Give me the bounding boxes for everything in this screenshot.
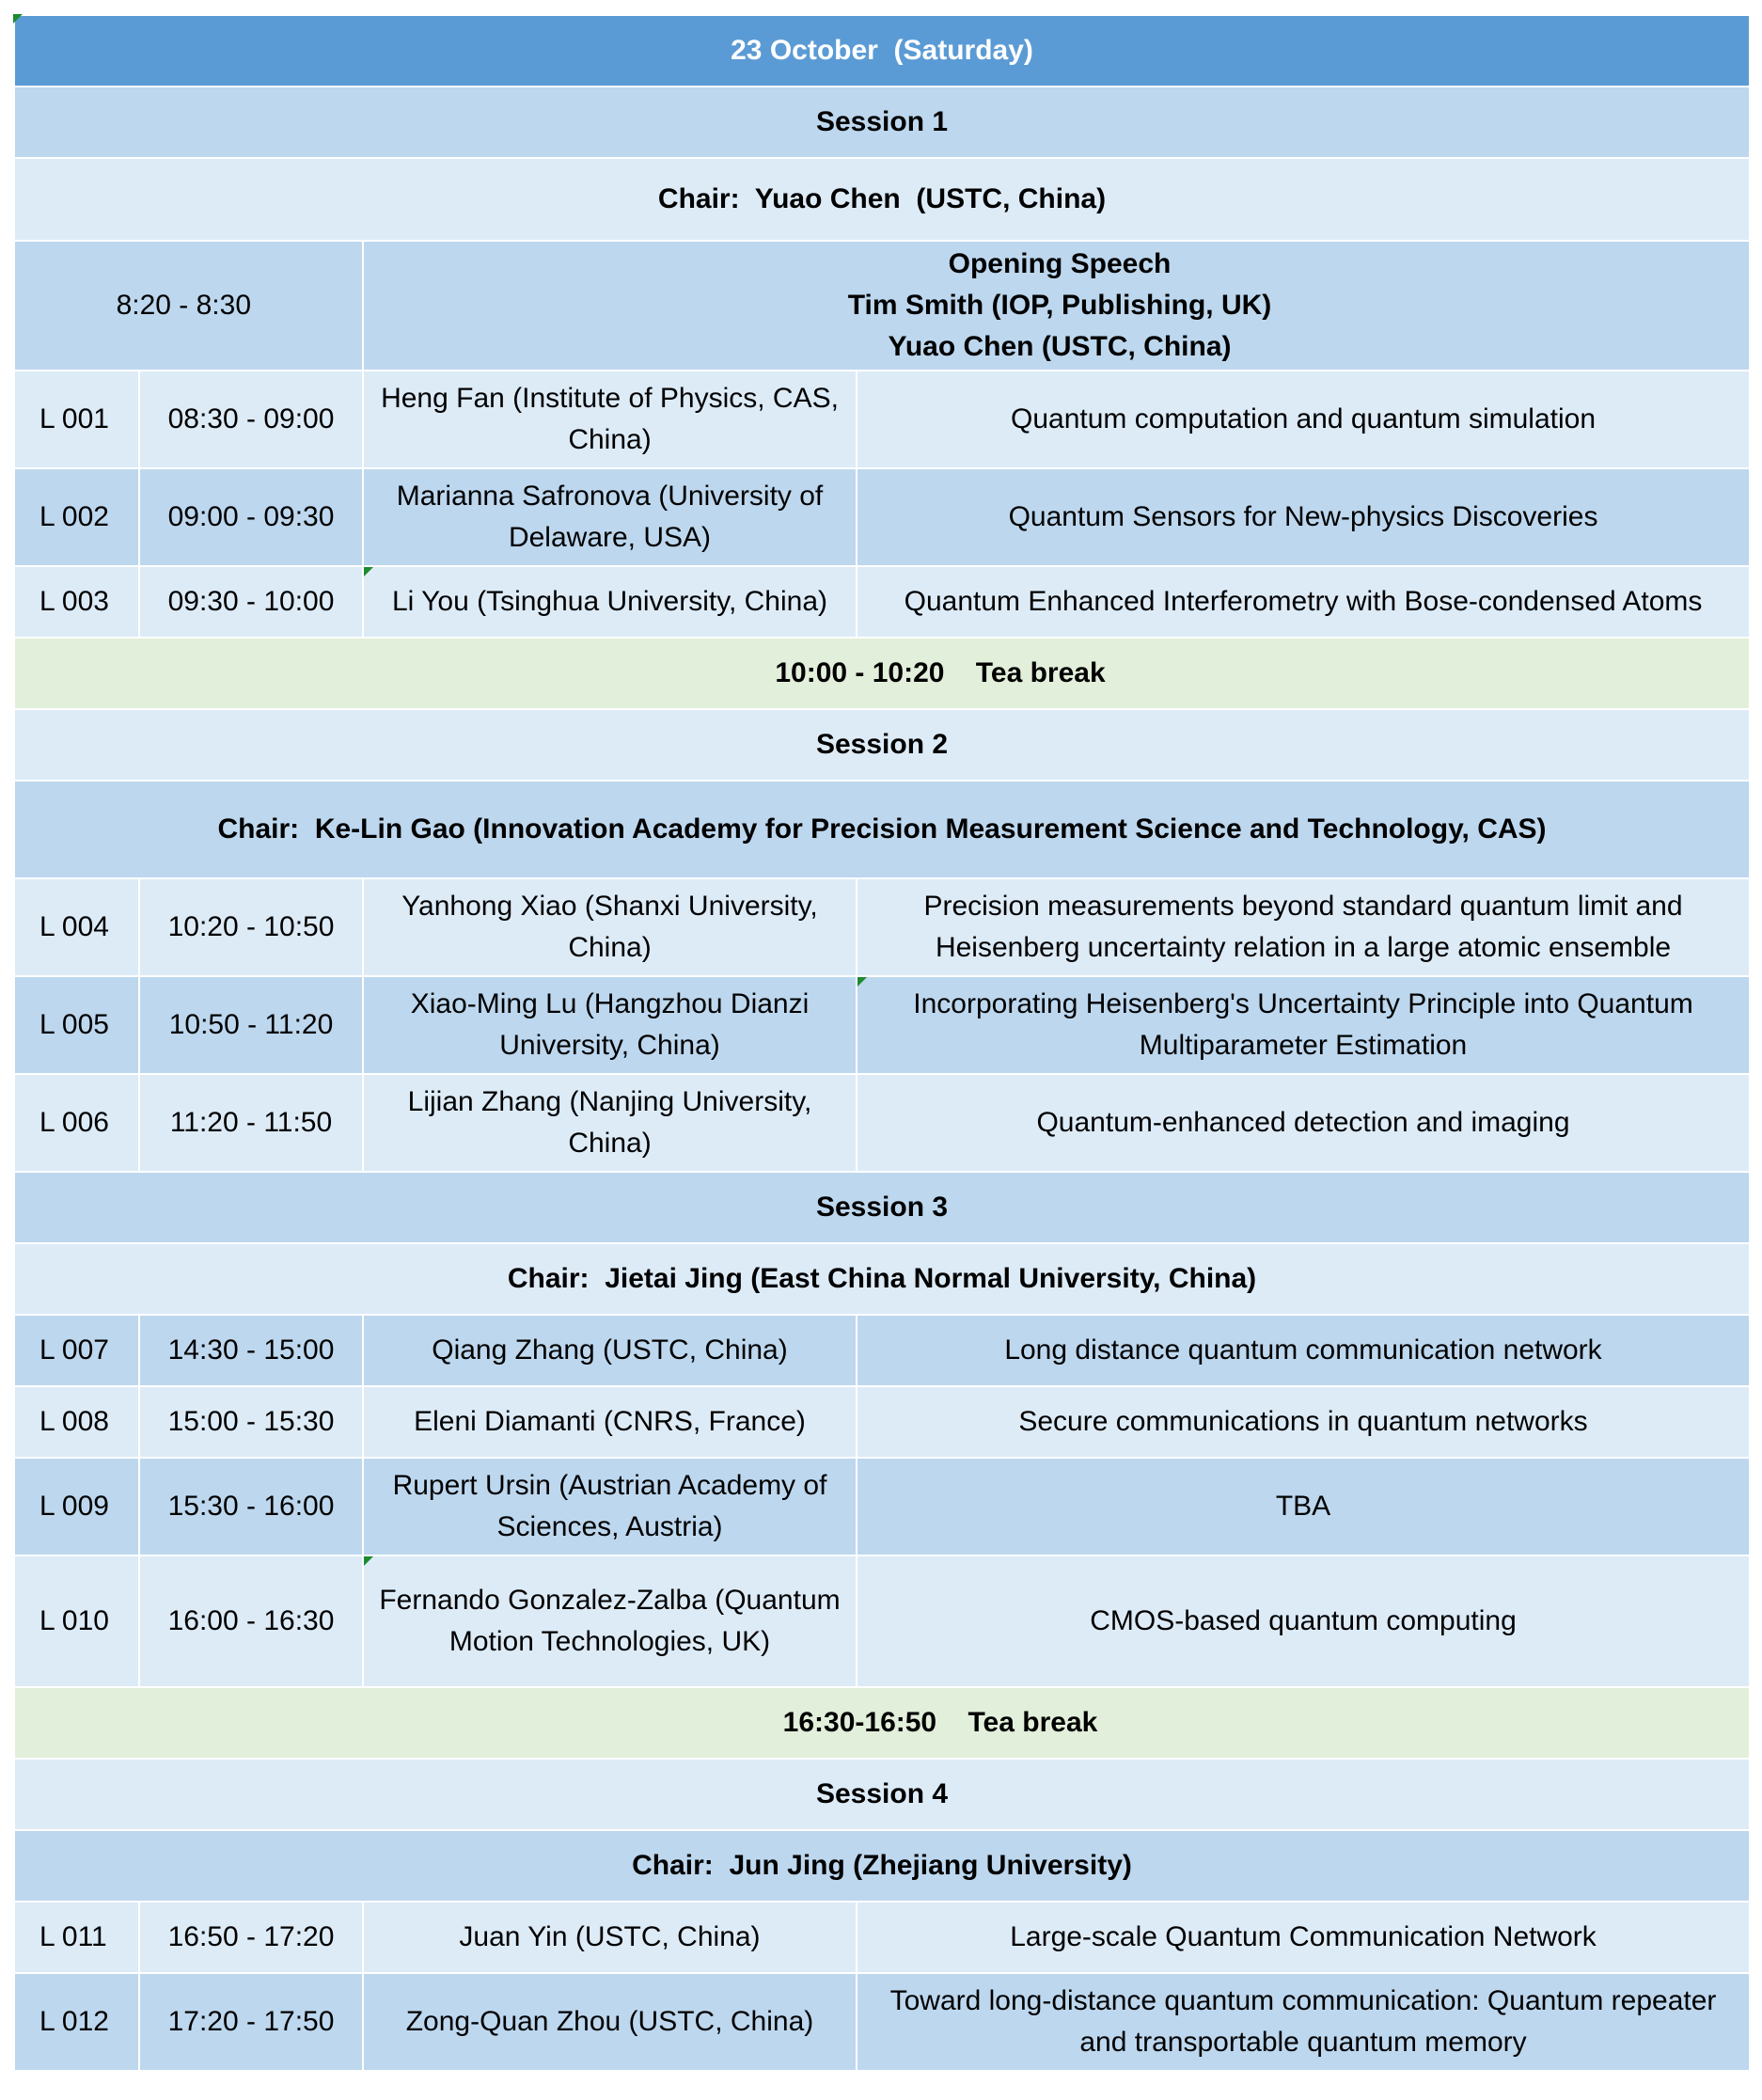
opening-speaker-2: Yuao Chen (USTC, China) [888, 331, 1232, 362]
lecture-code: L 003 [14, 566, 139, 638]
lecture-speaker: Lijian Zhang (Nanjing University, China) [363, 1074, 857, 1172]
chair-label: Chair: Ke-Lin Gao (Innovation Academy for Precision Measurement Science and Technology, CAS) [14, 781, 1750, 878]
lecture-title: Quantum Sensors for New-physics Discoveries [857, 468, 1750, 566]
lecture-speaker: Li You (Tsinghua University, China) [363, 566, 857, 638]
lecture-code: L 005 [14, 976, 139, 1074]
lecture-time: 15:30 - 16:00 [139, 1458, 363, 1555]
break-row [14, 638, 1750, 709]
lecture-row [14, 371, 1750, 468]
lecture-title: TBA [857, 1458, 1750, 1555]
lecture-row [14, 976, 1750, 1074]
chair-row [14, 781, 1750, 878]
lecture-code: L 007 [14, 1315, 139, 1386]
lecture-code: L 001 [14, 371, 139, 468]
lecture-speaker: Heng Fan (Institute of Physics, CAS, China) [363, 371, 857, 468]
corner-mark-icon [13, 14, 23, 24]
lecture-time: 10:20 - 10:50 [139, 878, 363, 976]
lecture-title: Quantum computation and quantum simulation [857, 371, 1750, 468]
chair-label: Chair: Yuao Chen (USTC, China) [14, 158, 1750, 241]
chair-label: Chair: Jietai Jing (East China Normal University, China) [14, 1243, 1750, 1315]
lecture-title: Incorporating Heisenberg's Uncertainty Principle into Quantum Multiparameter Estimation [857, 976, 1750, 1074]
lecture-title: CMOS-based quantum computing [857, 1555, 1750, 1687]
lecture-time: 11:20 - 11:50 [139, 1074, 363, 1172]
day-header: 23 October (Saturday) [14, 15, 1750, 87]
lecture-code: L 010 [14, 1555, 139, 1687]
lecture-code: L 011 [14, 1902, 139, 1973]
session-title: Session 3 [14, 1172, 1750, 1243]
lecture-title: Precision measurements beyond standard quantum limit and Heisenberg uncertainty relation in a large atomic ensemble [857, 878, 1750, 976]
lecture-speaker: Xiao-Ming Lu (Hangzhou Dianzi University, China) [363, 976, 857, 1074]
session-title-row [14, 709, 1750, 781]
lecture-title: Secure communications in quantum networks [857, 1386, 1750, 1458]
tea-break: 10:00 - 10:20 Tea break [14, 638, 1750, 709]
lecture-speaker: Rupert Ursin (Austrian Academy of Sciences, Austria) [363, 1458, 857, 1555]
chair-row [14, 1243, 1750, 1315]
day-header-row [14, 15, 1750, 87]
lecture-row [14, 566, 1750, 638]
lecture-speaker: Juan Yin (USTC, China) [363, 1902, 857, 1973]
lecture-row [14, 1555, 1750, 1687]
lecture-title: Long distance quantum communication network [857, 1315, 1750, 1386]
lecture-code: L 012 [14, 1973, 139, 2071]
chair-row [14, 1830, 1750, 1902]
session-title-row [14, 87, 1750, 158]
opening-speaker-1: Tim Smith (IOP, Publishing, UK) [847, 290, 1272, 321]
lecture-row [14, 1074, 1750, 1172]
lecture-speaker: Yanhong Xiao (Shanxi University, China) [363, 878, 857, 976]
lecture-title: Large-scale Quantum Communication Network [857, 1902, 1750, 1973]
lecture-time: 09:00 - 09:30 [139, 468, 363, 566]
lecture-speaker: Marianna Safronova (University of Delaware, USA) [363, 468, 857, 566]
lecture-row [14, 1902, 1750, 1973]
opening-speech [363, 241, 1750, 371]
lecture-time: 08:30 - 09:00 [139, 371, 363, 468]
schedule-table [13, 14, 1751, 2072]
lecture-row [14, 878, 1750, 976]
lecture-time: 10:50 - 11:20 [139, 976, 363, 1074]
lecture-row [14, 1458, 1750, 1555]
lecture-code: L 004 [14, 878, 139, 976]
lecture-time: 16:50 - 17:20 [139, 1902, 363, 1973]
lecture-code: L 006 [14, 1074, 139, 1172]
lecture-code: L 009 [14, 1458, 139, 1555]
lecture-time: 16:00 - 16:30 [139, 1555, 363, 1687]
opening-title: Opening Speech [948, 248, 1172, 279]
lecture-time: 14:30 - 15:00 [139, 1315, 363, 1386]
session-title: Session 4 [14, 1759, 1750, 1830]
lecture-title: Toward long-distance quantum communication: Quantum repeater and transportable quantum memory [857, 1973, 1750, 2071]
opening-row [14, 241, 1750, 371]
lecture-speaker: Qiang Zhang (USTC, China) [363, 1315, 857, 1386]
lecture-code: L 008 [14, 1386, 139, 1458]
lecture-code: L 002 [14, 468, 139, 566]
opening-time: 8:20 - 8:30 [14, 241, 363, 371]
session-title: Session 2 [14, 709, 1750, 781]
lecture-row [14, 1973, 1750, 2071]
lecture-row [14, 1386, 1750, 1458]
lecture-time: 17:20 - 17:50 [139, 1973, 363, 2071]
session-title-row [14, 1759, 1750, 1830]
lecture-row [14, 468, 1750, 566]
break-row [14, 1687, 1750, 1759]
lecture-row [14, 1315, 1750, 1386]
lecture-speaker: Eleni Diamanti (CNRS, France) [363, 1386, 857, 1458]
chair-label: Chair: Jun Jing (Zhejiang University) [14, 1830, 1750, 1902]
session-title-row [14, 1172, 1750, 1243]
lecture-title: Quantum Enhanced Interferometry with Bose-condensed Atoms [857, 566, 1750, 638]
tea-break: 16:30-16:50 Tea break [14, 1687, 1750, 1759]
lecture-time: 15:00 - 15:30 [139, 1386, 363, 1458]
session-title: Session 1 [14, 87, 1750, 158]
lecture-time: 09:30 - 10:00 [139, 566, 363, 638]
lecture-title: Quantum-enhanced detection and imaging [857, 1074, 1750, 1172]
chair-row [14, 158, 1750, 241]
lecture-speaker: Zong-Quan Zhou (USTC, China) [363, 1973, 857, 2071]
lecture-speaker: Fernando Gonzalez-Zalba (Quantum Motion Technologies, UK) [363, 1555, 857, 1687]
